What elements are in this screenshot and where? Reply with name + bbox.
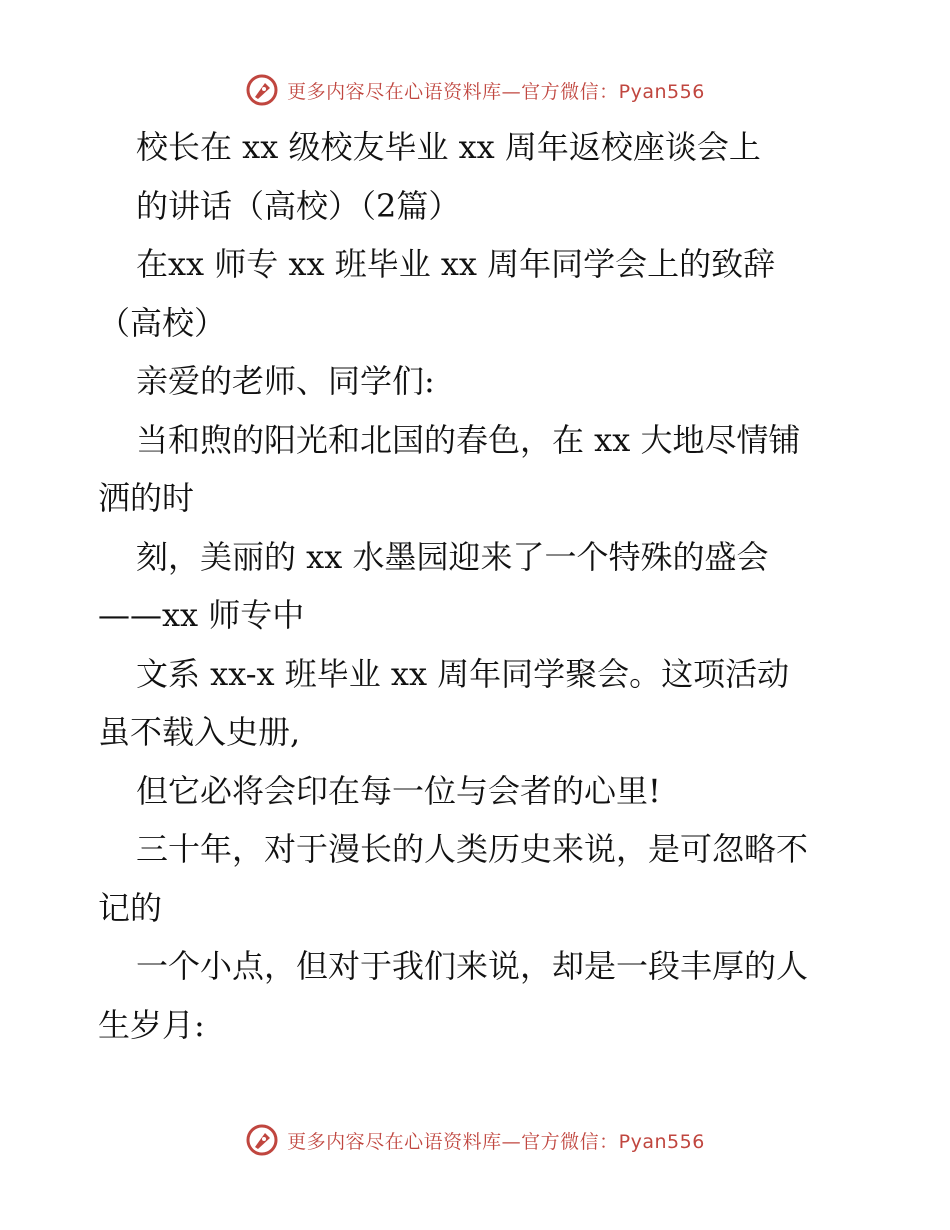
pen-nib-icon — [245, 1123, 279, 1157]
banner-text: 更多内容尽在心语资料库—官方微信：Pyan556 — [287, 1130, 705, 1153]
text-line: （高校） — [98, 303, 227, 342]
text-line: 三十年，对于漫长的人类历史来说，是可忽略不 — [136, 830, 809, 868]
text-line: 刻，美丽的 xx 水墨园迎来了一个特殊的盛会 — [136, 537, 769, 576]
text-line: 但它必将会印在每一位与会者的心里! — [136, 771, 661, 810]
pen-nib-icon — [245, 73, 279, 107]
text-line: 亲爱的老师、同学们: — [136, 362, 435, 400]
wechat-id: Pyan556 — [618, 80, 705, 103]
text-line: ——xx 师专中 — [98, 596, 305, 634]
text-line: 校长在 xx 级校友毕业 xx 周年返校座谈会上 — [136, 128, 761, 166]
text-line: 洒的时 — [98, 479, 195, 517]
text-line: 的讲话（高校）（2篇） — [136, 186, 461, 225]
text-line: 在xx 师专 xx 班毕业 xx 周年同学会上的致辞 — [136, 245, 776, 283]
text-line: 记的 — [98, 888, 163, 927]
footer-banner — [0, 1120, 950, 1160]
text-line: 虽不载入史册, — [98, 713, 301, 751]
banner-text: 更多内容尽在心语资料库—官方微信：Pyan556 — [287, 80, 705, 103]
text-line: 一个小点，但对于我们来说，却是一段丰厚的人 — [136, 947, 809, 985]
text-line: 文系 xx-x 班毕业 xx 周年同学聚会。这项活动 — [136, 654, 790, 693]
wechat-id: Pyan556 — [618, 1130, 705, 1153]
document-body — [98, 118, 858, 1054]
text-line: 当和煦的阳光和北国的春色，在 xx 大地尽情铺 — [136, 420, 801, 459]
header-banner — [0, 70, 950, 110]
text-line: 生岁月: — [98, 1005, 205, 1044]
